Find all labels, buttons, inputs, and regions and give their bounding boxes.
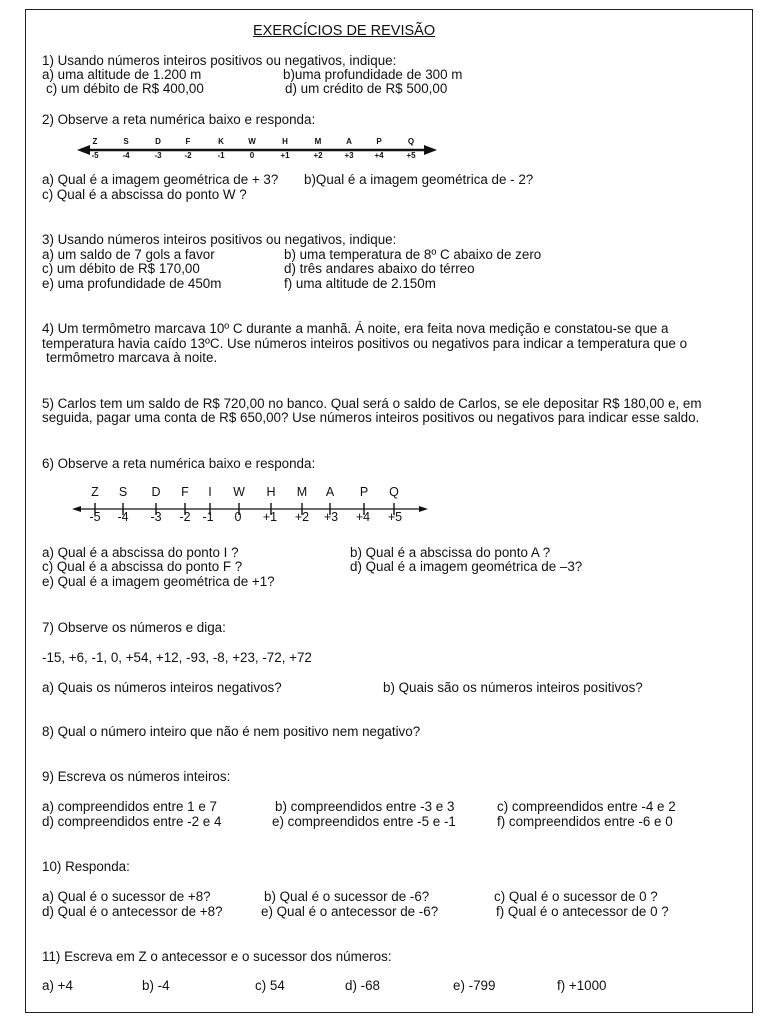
q3-item-f: f) uma altitude de 2.150m (284, 276, 436, 291)
q2-item-a: a) Qual é a imagem geométrica de + 3? (42, 172, 279, 187)
number-line-2-letter-0: Z (91, 485, 99, 499)
q10-heading: 10) Responda: (42, 859, 130, 874)
q9-item-a: a) compreendidos entre 1 e 7 (42, 799, 217, 814)
q3-item-a: a) um saldo de 7 gols a favor (42, 247, 215, 262)
number-line-2-number-5: 0 (234, 510, 242, 524)
number-line-2-letter-4: I (208, 485, 212, 499)
number-line-2-letter-10: Q (389, 485, 399, 499)
q1-item-a: a) uma altitude de 1.200 m (42, 67, 202, 82)
number-line-2-letter-7: M (296, 485, 308, 499)
q2-heading: 2) Observe a reta numérica baixo e responda: (42, 112, 316, 127)
number-line-2 (0, 0, 1, 1)
number-line-1-letter-5: W (248, 137, 256, 146)
q11-item-f: f) +1000 (557, 978, 607, 993)
number-line-2-number-4: -1 (202, 510, 214, 524)
q10-item-d: d) Qual é o antecessor de +8? (42, 904, 223, 919)
number-line-1-number-1: -4 (122, 151, 130, 160)
number-line-1-letter-8: A (346, 137, 352, 146)
q3-item-e: e) uma profundidade de 450m (42, 276, 222, 291)
number-line-1-number-8: +3 (344, 151, 354, 160)
number-line-1-letter-3: F (185, 137, 191, 146)
q2-item-c: c) Qual é a abscissa do ponto W ? (42, 187, 247, 202)
number-line-1-letter-0: Z (92, 137, 98, 146)
number-line-1-number-6: +1 (280, 151, 290, 160)
q6-item-a: a) Qual é a abscissa do ponto I ? (42, 545, 239, 560)
q3-heading: 3) Usando números inteiros positivos ou negativos, indique: (42, 232, 397, 247)
q11-item-e: e) -799 (453, 978, 496, 993)
q5-line-1: 5) Carlos tem um saldo de R$ 720,00 no banco. Qual será o saldo de Carlos, se ele depositar R$ 180,00 e, em (42, 396, 702, 411)
number-line-1-number-7: +2 (313, 151, 323, 160)
q11-item-a: a) +4 (42, 978, 73, 993)
number-line-2-letter-9: P (359, 485, 369, 499)
q7-item-a: a) Quais os números inteiros negativos? (42, 680, 282, 695)
q9-item-e: e) compreendidos entre -5 e -1 (272, 814, 456, 829)
number-line-2-letter-8: A (325, 485, 335, 499)
number-line-2-number-0: -5 (89, 510, 101, 524)
number-line-1-letter-6: H (282, 137, 288, 146)
q4-line-1: 4) Um termômetro marcava 10º C durante a manhã. Á noite, era feita nova medição e constatou-se que a (42, 321, 669, 336)
number-line-1-letter-7: M (314, 137, 322, 146)
q10-item-e: e) Qual é o antecessor de -6? (261, 904, 439, 919)
q4-line-2: temperatura havia caído 13ºC. Use números inteiros positivos ou negativos para indicar a temperatura que o (42, 336, 688, 351)
q9-item-d: d) compreendidos entre -2 e 4 (42, 814, 222, 829)
number-line-2-number-9: +4 (355, 510, 371, 524)
q6-item-e: e) Qual é a imagem geométrica de +1? (42, 574, 275, 589)
q1-item-b: b)uma profundidade de 300 m (283, 67, 463, 82)
number-line-1-letter-10: Q (407, 137, 415, 146)
number-line-1-number-9: +4 (374, 151, 384, 160)
q9-item-c: c) compreendidos entre -4 e 2 (497, 799, 676, 814)
q1-heading: 1) Usando números inteiros positivos ou negativos, indique: (42, 53, 397, 68)
q5-line-2: seguida, pagar uma conta de R$ 650,00? Use números inteiros positivos ou negativos para indicar esse saldo. (42, 410, 700, 425)
q11-item-d: d) -68 (345, 978, 380, 993)
q9-item-b: b) compreendidos entre -3 e 3 (275, 799, 455, 814)
number-line-1-letter-1: S (123, 137, 129, 146)
number-line-2-letter-1: S (118, 485, 128, 499)
number-line-1-number-2: -3 (154, 151, 162, 160)
q10-item-f: f) Qual é o antecessor de 0 ? (496, 904, 669, 919)
number-line-1-number-3: -2 (184, 151, 192, 160)
number-line-1-number-4: -1 (217, 151, 225, 160)
number-line-1-number-5: 0 (249, 151, 255, 160)
q7-heading: 7) Observe os números e diga: (42, 620, 226, 635)
q11-heading: 11) Escreva em Z o antecessor e o sucessor dos números: (42, 949, 392, 964)
number-line-1-letter-4: K (218, 137, 224, 146)
number-line-2-letter-3: F (181, 485, 189, 499)
q6-item-b: b) Qual é a abscissa do ponto A ? (350, 545, 551, 560)
q9-heading: 9) Escreva os números inteiros: (42, 769, 231, 784)
number-line-2-number-1: -4 (117, 510, 129, 524)
q3-item-c: c) um débito de R$ 170,00 (42, 261, 200, 276)
q7-numbers: -15, +6, -1, 0, +54, +12, -93, -8, +23, -72, +72 (42, 650, 312, 665)
q11-item-c: c) 54 (255, 978, 285, 993)
number-line-2-number-6: +1 (262, 510, 278, 524)
q11-item-b: b) -4 (142, 978, 170, 993)
q8-heading: 8) Qual o número inteiro que não é nem positivo nem negativo? (42, 724, 421, 739)
number-line-2-letter-6: H (266, 485, 276, 499)
number-line-2-number-10: +5 (387, 510, 403, 524)
q7-item-b: b) Quais são os números inteiros positivos? (383, 680, 643, 695)
q10-item-c: c) Qual é o sucessor de 0 ? (494, 889, 658, 904)
number-line-2-letter-2: D (151, 485, 161, 499)
number-line-2-number-7: +2 (294, 510, 310, 524)
q4-line-3: termômetro marcava à noite. (46, 350, 218, 365)
q10-item-b: b) Qual é o sucessor de -6? (264, 889, 430, 904)
q1-item-c: c) um débito de R$ 400,00 (46, 81, 204, 96)
q1-item-d: d) um crédito de R$ 500,00 (285, 81, 448, 96)
page-title: EXERCÍCIOS DE REVISÃO (253, 23, 436, 39)
q6-item-c: c) Qual é a abscissa do ponto F ? (42, 559, 243, 574)
number-line-2-letter-5: W (233, 485, 245, 499)
q3-item-d: d) três andares abaixo do térreo (284, 261, 475, 276)
number-line-2-number-2: -3 (150, 510, 162, 524)
q6-item-d: d) Qual é a imagem geométrica de –3? (350, 559, 583, 574)
q3-item-b: b) uma temperatura de 8º C abaixo de zero (284, 247, 542, 262)
number-line-1-number-0: -5 (91, 151, 99, 160)
number-line-1-letter-2: D (155, 137, 161, 146)
number-line-1-number-10: +5 (406, 151, 416, 160)
number-line-2-number-8: +3 (323, 510, 339, 524)
number-line-2-number-3: -2 (179, 510, 191, 524)
q6-heading: 6) Observe a reta numérica baixo e responda: (42, 456, 316, 471)
q9-item-f: f) compreendidos entre -6 e 0 (497, 814, 673, 829)
number-line-1-letter-9: P (376, 137, 382, 146)
q10-item-a: a) Qual é o sucessor de +8? (42, 889, 211, 904)
q2-item-b: b)Qual é a imagem geométrica de - 2? (304, 172, 534, 187)
